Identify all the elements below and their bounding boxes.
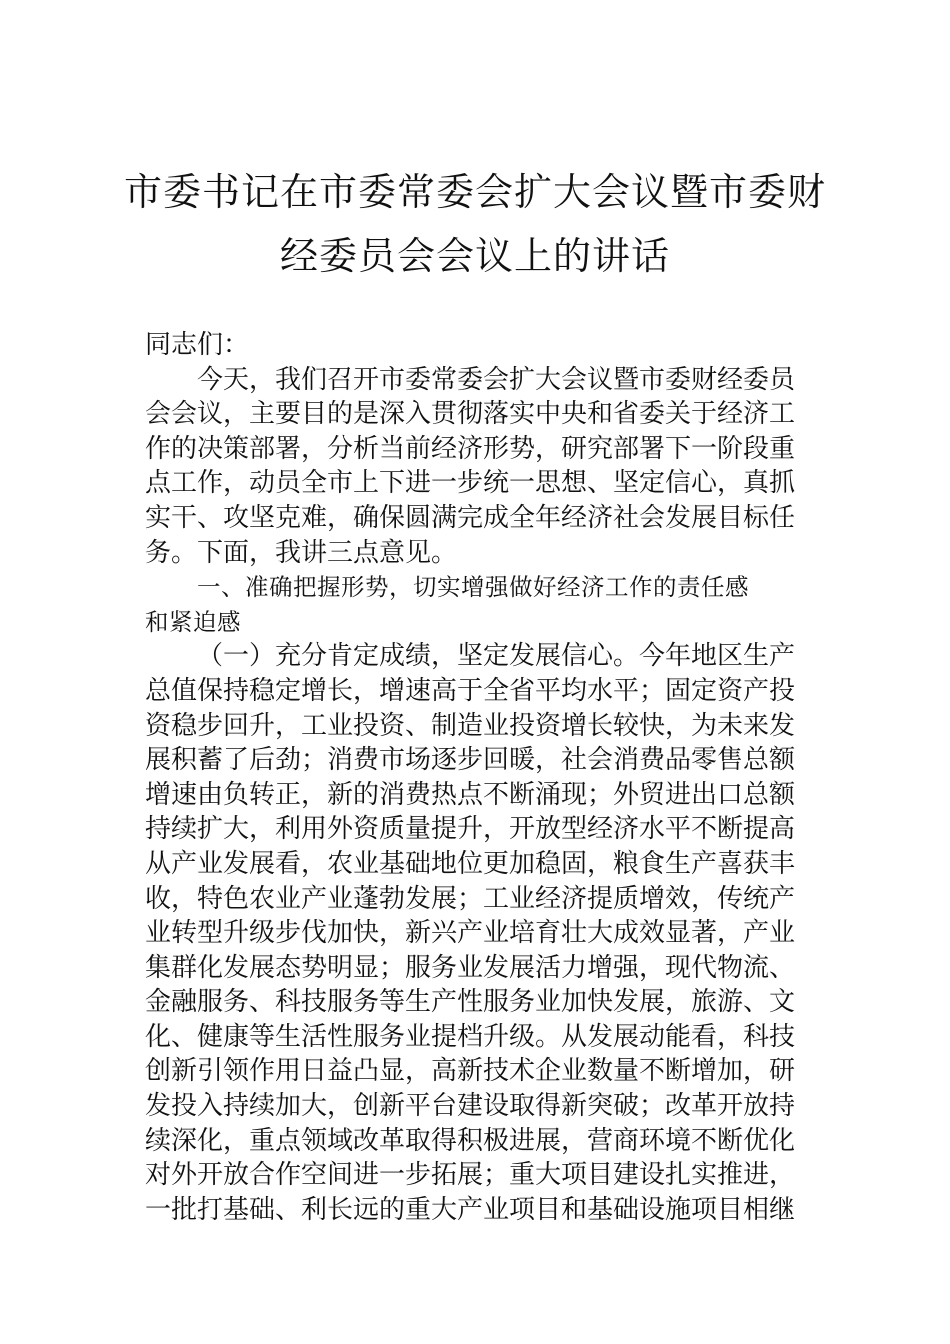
paragraph-line: （一）充分肯定成绩，坚定发展信心。今年地区生产: [197, 641, 796, 672]
document-title-line-1: 市委书记在市委常委会扩大会议暨市委财: [123, 170, 826, 214]
paragraph-line: 对外开放合作空间进一步拓展；重大项目建设扎实推进，: [145, 1160, 796, 1191]
section-heading: 一、准确把握形势，切实增强做好经济工作的责任感: [197, 573, 749, 602]
paragraph-line: 续深化，重点领域改革取得积极进展，营商环境不断优化: [145, 1125, 796, 1156]
paragraph-line: 业转型升级步伐加快，新兴产业培育壮大成效显著，产业: [145, 918, 796, 949]
paragraph-line: 收，特色农业产业蓬勃发展；工业经济提质增效，传统产: [145, 883, 796, 914]
paragraph-line: 作的决策部署，分析当前经济形势，研究部署下一阶段重: [145, 433, 796, 464]
paragraph-line: 资稳步回升，工业投资、制造业投资增长较快，为未来发: [145, 710, 796, 741]
paragraph-line: 增速由负转正，新的消费热点不断涌现；外贸进出口总额: [145, 779, 796, 810]
section-heading-continued: 和紧迫感: [145, 607, 241, 636]
paragraph-line: 持续扩大，利用外资质量提升，开放型经济水平不断提高: [145, 814, 796, 845]
paragraph-line: 集群化发展态势明显；服务业发展活力增强，现代物流、: [145, 952, 796, 983]
paragraph-line: 从产业发展看，农业基础地位更加稳固，粮食生产喜获丰: [145, 848, 796, 879]
document-body: [145, 328, 815, 1227]
salutation: 同志们：: [145, 330, 250, 360]
paragraph-line: 创新引领作用日益凸显，高新技术企业数量不断增加，研: [145, 1056, 796, 1087]
paragraph-line: 金融服务、科技服务等生产性服务业加快发展，旅游、文: [145, 987, 796, 1018]
paragraph-line: 实干、攻坚克难，确保圆满完成全年经济社会发展目标任: [145, 502, 796, 533]
paragraph-line: 化、健康等生活性服务业提档升级。从发展动能看，科技: [145, 1021, 796, 1052]
paragraph-line: 总值保持稳定增长，增速高于全省平均水平；固定资产投: [145, 675, 796, 706]
document-title-line-2: 经委员会会议上的讲话: [279, 234, 670, 278]
paragraph-line: 务。下面，我讲三点意见。: [145, 537, 458, 568]
paragraph-line: 发投入持续加大，创新平台建设取得新突破；改革开放持: [145, 1091, 796, 1122]
paragraph-line: 今天，我们召开市委常委会扩大会议暨市委财经委员: [197, 364, 796, 395]
paragraph-line: 展积蓄了后劲；消费市场逐步回暖，社会消费品零售总额: [145, 745, 796, 776]
paragraph-line: 一批打基础、利长远的重大产业项目和基础设施项目相继: [145, 1194, 796, 1225]
paragraph-line: 点工作，动员全市上下进一步统一思想、坚定信心，真抓: [145, 468, 796, 499]
paragraph-line: 会会议，主要目的是深入贯彻落实中央和省委关于经济工: [145, 399, 796, 430]
